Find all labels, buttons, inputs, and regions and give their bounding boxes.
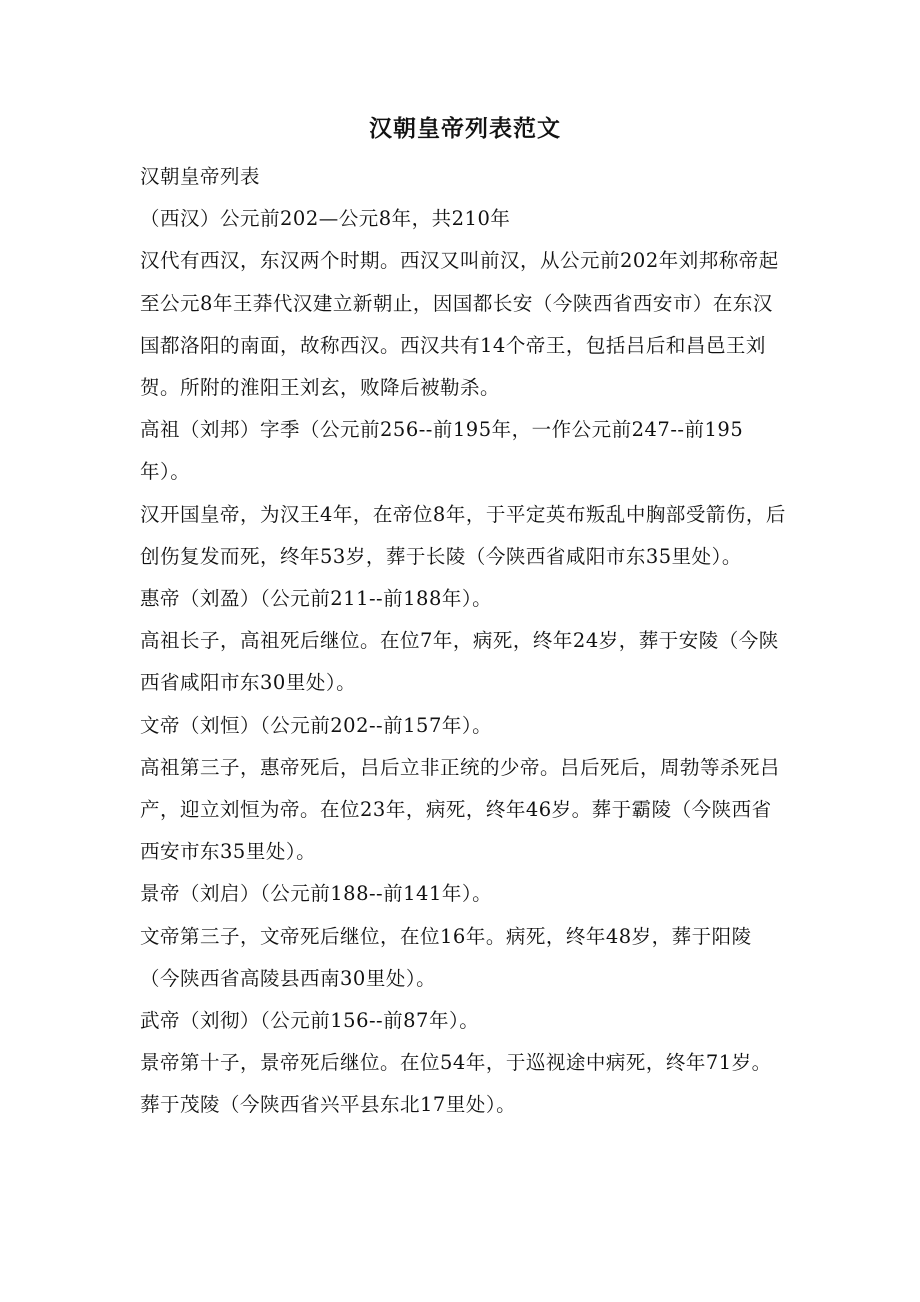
paragraph-wudi-body: 景帝第十子，景帝死后继位。在位54年，于巡视途中病死，终年71岁。葬于茂陵（今陕西省兴平县东北17里处）。 xyxy=(140,1051,772,1117)
paragraph-wendi-title: 文帝（刘恒）（公元前202--前157年）。 xyxy=(140,713,493,737)
paragraph-wudi-title: 武帝（刘彻）（公元前156--前87年）。 xyxy=(140,1009,480,1033)
paragraph-wendi-body: 高祖第三子，惠帝死后，吕后立非正统的少帝。吕后死后，周勃等杀死吕产，迎立刘恒为帝。在位23年，病死，终年46岁。葬于霸陵（今陕西省西安市东35里处）。 xyxy=(140,755,781,864)
paragraph-jingdi-body: 文帝第三子，文帝死后继位，在位16年。病死，终年48岁，葬于阳陵（今陕西省高陵县西南30里处）。 xyxy=(140,924,752,990)
paragraph-gaozu-body: 汉开国皇帝，为汉王4年，在帝位8年，于平定英布叛乱中胸部受箭伤，后创伤复发而死，终年53岁，葬于长陵（今陕西省咸阳市东35里处）。 xyxy=(140,502,786,568)
paragraph-heading: 汉朝皇帝列表 xyxy=(140,165,261,188)
document-page xyxy=(140,112,790,1127)
paragraph-jingdi-title: 景帝（刘启）（公元前188--前141年）。 xyxy=(140,882,493,906)
paragraph-huidi-title: 惠帝（刘盈）（公元前211--前188年）。 xyxy=(140,587,493,611)
paragraph-period: （西汉）公元前202—公元8年，共210年 xyxy=(140,207,511,231)
paragraph-huidi-body: 高祖长子，高祖死后继位。在位7年，病死，终年24岁，葬于安陵（今陕西省咸阳市东30里处）。 xyxy=(140,629,779,695)
paragraph-gaozu-title: 高祖（刘邦）字季（公元前256--前195年，一作公元前247--前195年）。 xyxy=(140,418,744,484)
document-title: 汉朝皇帝列表范文 xyxy=(369,115,561,142)
paragraph-intro: 汉代有西汉，东汉两个时期。西汉又叫前汉，从公元前202年刘邦称帝起至公元8年王莽代汉建立新朝止，因国都长安（今陕西省西安市）在东汉国都洛阳的南面，故称西汉。西汉共有14个帝王，包括吕后和昌邑王刘贺。所附的淮阳王刘玄，败降后被勒杀。 xyxy=(140,249,779,400)
